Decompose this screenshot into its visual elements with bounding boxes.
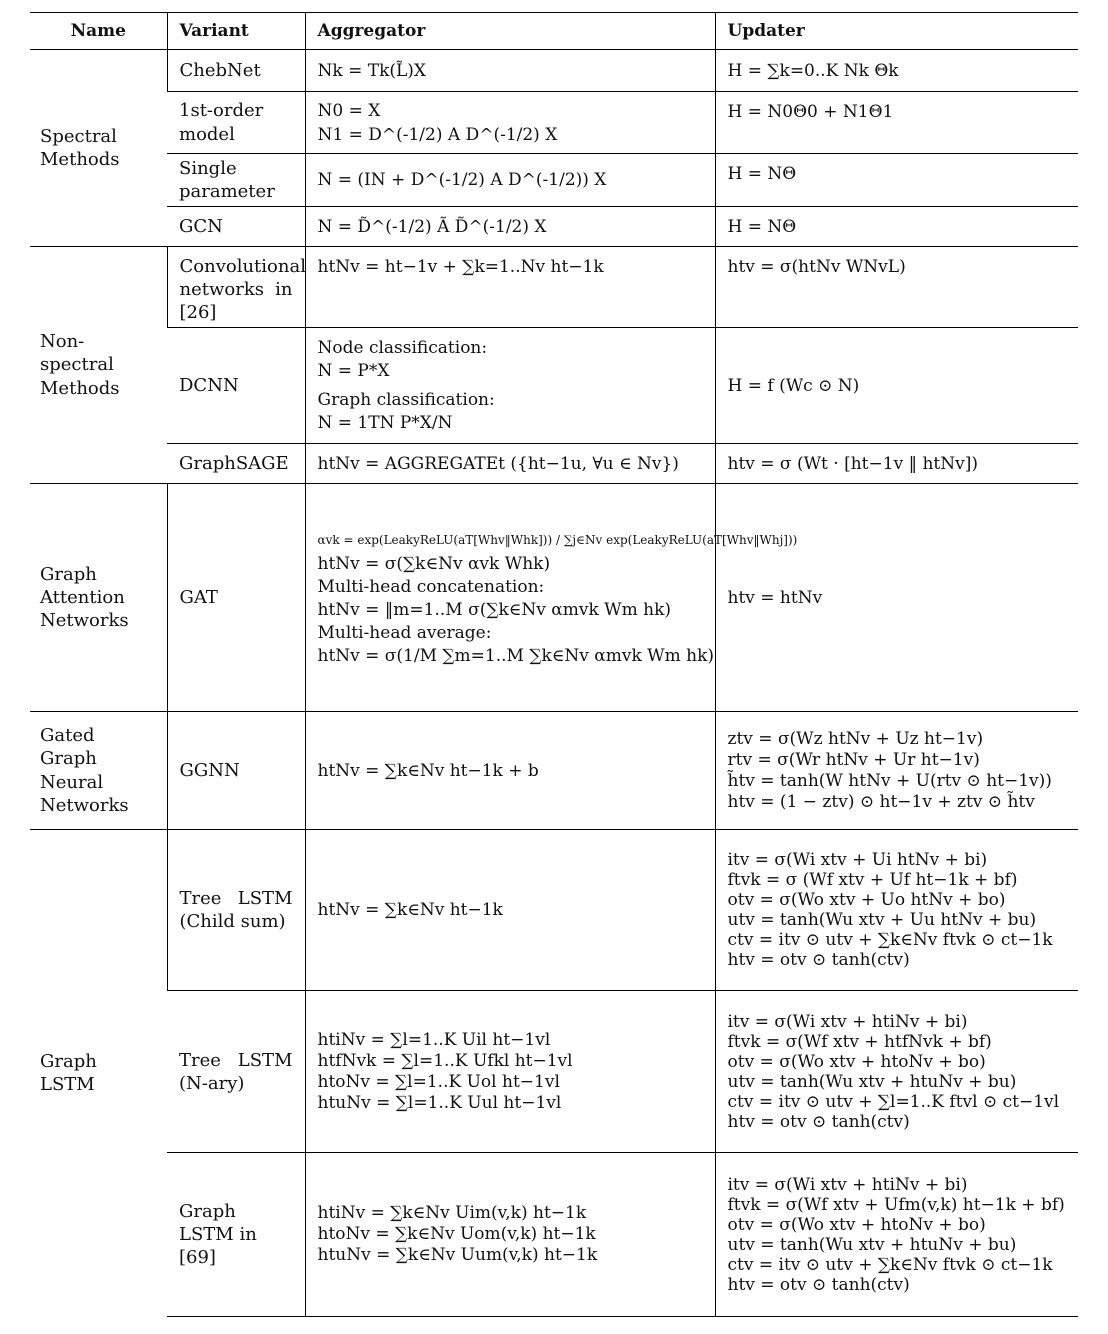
variant-graphsage: GraphSAGE bbox=[167, 444, 305, 484]
formula: htv = otv ⊙ tanh(ctv) bbox=[727, 1274, 910, 1295]
formula: htNv = ‖m=1..M σ(∑k∈Nv αmvk Wm hk) bbox=[317, 599, 672, 620]
header-updater: Updater bbox=[715, 13, 1078, 50]
updater-convolutional-networks bbox=[715, 247, 1078, 328]
aggregator-tree-lstm-child-sum bbox=[305, 830, 715, 991]
formula: ctv = itv ⊙ utv + ∑k∈Nv ftvk ⊙ ct−1k bbox=[727, 1254, 1053, 1275]
formula: itv = σ(Wi xtv + htiNv + bi) bbox=[727, 1174, 968, 1195]
table-row bbox=[30, 92, 1078, 154]
formula: αvk = exp(LeakyReLU(aT[Whv‖Whk])) / ∑j∈Nv exp(LeakyReLU(aT[Whv‖Whj])) bbox=[317, 532, 798, 547]
formula: htiNv = ∑l=1..K Uil ht−1vl bbox=[317, 1029, 551, 1050]
updater-tree-lstm-child-sum bbox=[715, 830, 1078, 991]
gat-concat-label: Multi-head concatenation: bbox=[317, 576, 545, 597]
formula: itv = σ(Wi xtv + Ui htNv + bi) bbox=[727, 850, 988, 871]
variant-graph-lstm: Graph LSTM in [69] bbox=[167, 1153, 305, 1317]
aggregator-first-order bbox=[305, 92, 715, 154]
formula: htoNv = ∑l=1..K Uol ht−1vl bbox=[317, 1071, 560, 1092]
group-spectral-methods: Spectral Methods bbox=[30, 50, 167, 247]
table-row bbox=[30, 154, 1078, 207]
aggregator-gcn bbox=[305, 207, 715, 247]
formula: htNv = ∑k∈Nv ht−1k bbox=[317, 900, 503, 921]
formula: utv = tanh(Wu xtv + htuNv + bu) bbox=[727, 1071, 1017, 1092]
aggregator-chebnet bbox=[305, 50, 715, 92]
formula: N = P*X bbox=[317, 360, 390, 381]
updater-gat bbox=[715, 484, 1078, 712]
updater-dcnn bbox=[715, 328, 1078, 444]
variant-gcn: GCN bbox=[167, 207, 305, 247]
table-row bbox=[30, 207, 1078, 247]
formula: htv = (1 − ztv) ⊙ ht−1v + ztv ⊙ h̃tv bbox=[727, 791, 1035, 812]
formula: utv = tanh(Wu xtv + htuNv + bu) bbox=[727, 1234, 1017, 1255]
group-graph-attention-networks: Graph Attention Networks bbox=[30, 484, 167, 712]
gat-avg-label: Multi-head average: bbox=[317, 622, 492, 643]
variant-tree-lstm-child-sum: Tree LSTM (Child sum) bbox=[167, 830, 305, 991]
table-row bbox=[30, 444, 1078, 484]
aggregator-graph-lstm bbox=[305, 1153, 715, 1317]
formula: N = 1TN P*X/N bbox=[317, 412, 453, 433]
formula: N0 = X bbox=[317, 100, 381, 121]
dcnn-graph-label: Graph classification: bbox=[317, 389, 495, 410]
variant-dcnn: DCNN bbox=[167, 328, 305, 444]
formula: ftvk = σ (Wf xtv + Uf ht−1k + bf) bbox=[727, 870, 1018, 891]
table-row bbox=[30, 712, 1078, 830]
header-variant: Variant bbox=[167, 13, 305, 50]
table-row bbox=[30, 247, 1078, 328]
formula: H = f (Wc ⊙ N) bbox=[727, 375, 860, 396]
header-name: Name bbox=[30, 13, 167, 50]
updater-tree-lstm-n-ary bbox=[715, 991, 1078, 1153]
updater-ggnn bbox=[715, 712, 1078, 830]
updater-first-order bbox=[715, 92, 1078, 154]
variant-first-order: 1st-order model bbox=[167, 92, 305, 154]
variant-chebnet: ChebNet bbox=[167, 50, 305, 92]
formula: utv = tanh(Wu xtv + Uu htNv + bu) bbox=[727, 910, 1037, 931]
formula: ftvk = σ(Wf xtv + htfNvk + bf) bbox=[727, 1031, 992, 1052]
variant-convolutional-networks: Convolutional networks in [26] bbox=[167, 247, 305, 328]
formula: htv = σ(htNv WNvL) bbox=[727, 257, 906, 278]
updater-graphsage bbox=[715, 444, 1078, 484]
formula: ztv = σ(Wz htNv + Uz ht−1v) bbox=[727, 728, 984, 749]
formula: H = ∑k=0..K Nk Θk bbox=[727, 60, 899, 81]
table-row bbox=[30, 50, 1078, 92]
aggregator-tree-lstm-n-ary bbox=[305, 991, 715, 1153]
formula: htv = otv ⊙ tanh(ctv) bbox=[727, 1111, 910, 1132]
formula: htv = σ (Wt · [ht−1v ‖ htNv]) bbox=[727, 453, 979, 474]
variant-ggnn: GGNN bbox=[167, 712, 305, 830]
updater-single-parameter bbox=[715, 154, 1078, 207]
formula: otv = σ(Wo xtv + Uo htNv + bo) bbox=[727, 890, 1006, 911]
updater-chebnet bbox=[715, 50, 1078, 92]
variant-single-parameter: Single parameter bbox=[167, 154, 305, 207]
table-row bbox=[30, 830, 1078, 991]
formula: rtv = σ(Wr htNv + Ur ht−1v) bbox=[727, 749, 980, 770]
formula: N = D̃^(-1/2) Ã D̃^(-1/2) X bbox=[317, 216, 547, 237]
formula: htiNv = ∑k∈Nv Uim(v,k) ht−1k bbox=[317, 1203, 587, 1224]
formula: ctv = itv ⊙ utv + ∑l=1..K ftvl ⊙ ct−1vl bbox=[727, 1091, 1060, 1112]
formula: H = N0Θ0 + N1Θ1 bbox=[727, 102, 894, 122]
updater-gcn bbox=[715, 207, 1078, 247]
table-row bbox=[30, 1153, 1078, 1317]
formula: otv = σ(Wo xtv + htoNv + bo) bbox=[727, 1214, 986, 1235]
header-row bbox=[30, 13, 1078, 50]
formula: ctv = itv ⊙ utv + ∑k∈Nv ftvk ⊙ ct−1k bbox=[727, 930, 1053, 951]
group-non-spectral-methods: Non-spectral Methods bbox=[30, 247, 167, 484]
formula: h̃tv = tanh(W htNv + U(rtv ⊙ ht−1v)) bbox=[727, 770, 1052, 791]
aggregator-single-parameter bbox=[305, 154, 715, 207]
group-gated-graph-neural-networks: Gated Graph Neural Networks bbox=[30, 712, 167, 830]
aggregator-ggnn bbox=[305, 712, 715, 830]
formula: htv = otv ⊙ tanh(ctv) bbox=[727, 950, 910, 971]
aggregator-convolutional-networks bbox=[305, 247, 715, 328]
aggregator-graphsage bbox=[305, 444, 715, 484]
formula: htNv = ht−1v + ∑k=1..Nv ht−1k bbox=[317, 257, 604, 278]
variant-gat: GAT bbox=[167, 484, 305, 712]
aggregator-dcnn bbox=[305, 328, 715, 444]
formula: htNv = AGGREGATEt ({ht−1u, ∀u ∈ Nv}) bbox=[317, 453, 679, 474]
formula: htv = htNv bbox=[727, 587, 823, 608]
formula: N1 = D^(-1/2) A D^(-1/2) X bbox=[317, 124, 558, 145]
formula: H = NΘ bbox=[727, 216, 797, 237]
formula: H = NΘ bbox=[727, 164, 797, 184]
formula: htfNvk = ∑l=1..K Ufkl ht−1vl bbox=[317, 1050, 573, 1071]
group-graph-lstm: Graph LSTM bbox=[30, 830, 167, 1317]
table-row bbox=[30, 484, 1078, 712]
gnn-variants-table bbox=[30, 12, 1078, 1317]
formula: Nk = Tk(L̃)X bbox=[317, 60, 427, 81]
formula: htNv = σ(∑k∈Nv αvk Whk) bbox=[317, 553, 551, 574]
table-row bbox=[30, 328, 1078, 444]
formula: ftvk = σ(Wf xtv + Ufm(v,k) ht−1k + bf) bbox=[727, 1194, 1065, 1215]
formula: htuNv = ∑k∈Nv Uum(v,k) ht−1k bbox=[317, 1245, 598, 1266]
formula: N = (IN + D^(-1/2) A D^(-1/2)) X bbox=[317, 170, 607, 191]
formula: otv = σ(Wo xtv + htoNv + bo) bbox=[727, 1051, 986, 1072]
formula: itv = σ(Wi xtv + htiNv + bi) bbox=[727, 1011, 968, 1032]
variant-tree-lstm-n-ary: Tree LSTM (N-ary) bbox=[167, 991, 305, 1153]
formula: htNv = ∑k∈Nv ht−1k + b bbox=[317, 760, 539, 781]
header-aggregator: Aggregator bbox=[305, 13, 715, 50]
updater-graph-lstm bbox=[715, 1153, 1078, 1317]
formula: htuNv = ∑l=1..K Uul ht−1vl bbox=[317, 1092, 562, 1113]
formula: htNv = σ(1/M ∑m=1..M ∑k∈Nv αmvk Wm hk) bbox=[317, 645, 715, 666]
table-row bbox=[30, 991, 1078, 1153]
formula: htoNv = ∑k∈Nv Uom(v,k) ht−1k bbox=[317, 1224, 596, 1245]
dcnn-node-label: Node classification: bbox=[317, 337, 488, 358]
